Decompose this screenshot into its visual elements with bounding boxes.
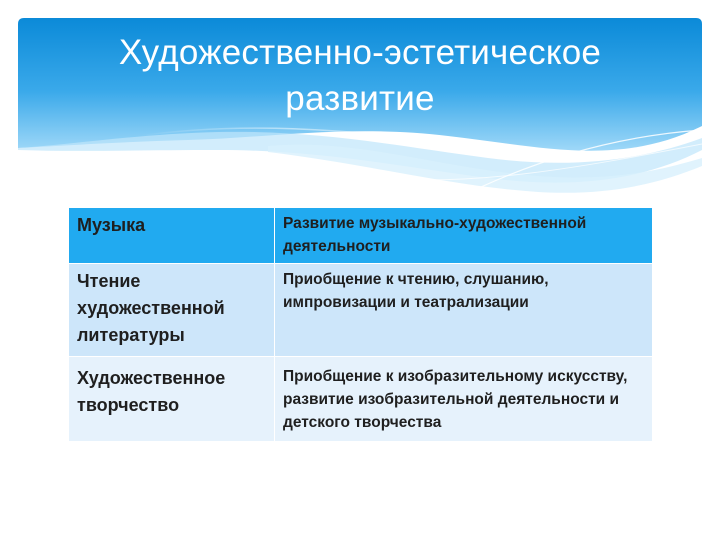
description-cell: Приобщение к чтению, слушанию, импровизации и театрализации [275,264,653,357]
table-row [69,208,653,264]
description-cell: Развитие музыкально-художественной деятельности [275,208,653,264]
slide-title [18,30,702,122]
area-cell: Чтение художественной литературы [69,264,275,357]
description-cell: Приобщение к изобразительному искусству, развитие изобразительной деятельности и детского творчества [275,357,653,442]
table-row [69,357,653,442]
development-areas-table [68,207,653,442]
area-cell: Художественное творчество [69,357,275,442]
area-cell: Музыка [69,208,275,264]
slide-title-line-2: развитие [285,79,435,118]
slide-title-line-1: Художественно-эстетическое [118,33,602,72]
table-row [69,264,653,357]
